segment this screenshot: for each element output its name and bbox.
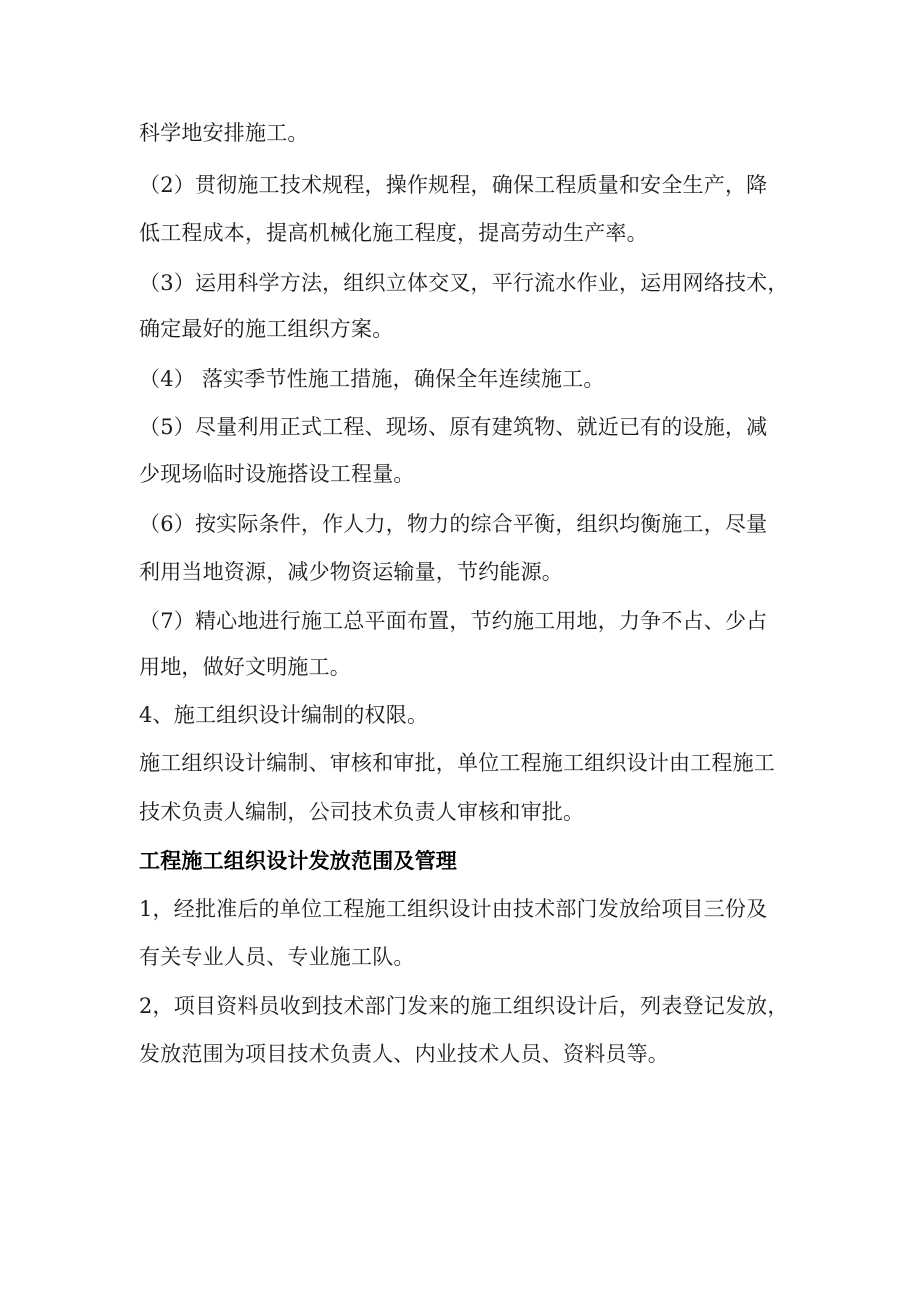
- text-line: 确定最好的施工组织方案。: [139, 317, 394, 341]
- text-line: 低工程成本，提高机械化施工程度，提高劳动生产率。: [139, 221, 648, 245]
- text-line: 利用当地资源，减少物资运输量，节约能源。: [139, 560, 563, 584]
- text-line: 发放范围为项目技术负责人、内业技术人员、资料员等。: [139, 1042, 669, 1066]
- text-line: 技术负责人编制，公司技术负责人审核和审批。: [139, 800, 585, 824]
- text-line: 有关专业人员、专业施工队。: [139, 945, 415, 969]
- text-line: （4） 落实季节性施工措施，确保全年连续施工。: [139, 367, 605, 391]
- text-line: （7）精心地进行施工总平面布置，节约施工用地，力争不占、少占: [139, 609, 768, 633]
- text-line: 科学地安排施工。: [139, 121, 309, 145]
- text-line: （2）贯彻施工技术规程，操作规程，确保工程质量和安全生产，降: [139, 173, 768, 197]
- text-line: 2，项目资料员收到技术部门发来的施工组织设计后，列表登记发放，: [139, 994, 789, 1018]
- text-line: （5）尽量利用正式工程、现场、原有建筑物、就近已有的设施，减: [139, 415, 768, 439]
- text-line: 施工组织设计编制、审核和审批，单位工程施工组织设计由工程施工: [139, 751, 775, 775]
- text-line: （3）运用科学方法，组织立体交叉，平行流水作业，运用网络技术，: [139, 271, 789, 295]
- text-line: 用地，做好文明施工。: [139, 655, 351, 679]
- section-item-4: 4、施工组织设计编制的权限。: [139, 703, 429, 727]
- text-line: 1，经批准后的单位工程施工组织设计由技术部门发放给项目三份及: [139, 897, 768, 921]
- text-line: 少现场临时设施搭设工程量。: [139, 462, 415, 486]
- section-heading: 工程施工组织设计发放范围及管理: [139, 848, 457, 873]
- text-line: （6）按实际条件，作人力，物力的综合平衡，组织均衡施工，尽量: [139, 512, 768, 536]
